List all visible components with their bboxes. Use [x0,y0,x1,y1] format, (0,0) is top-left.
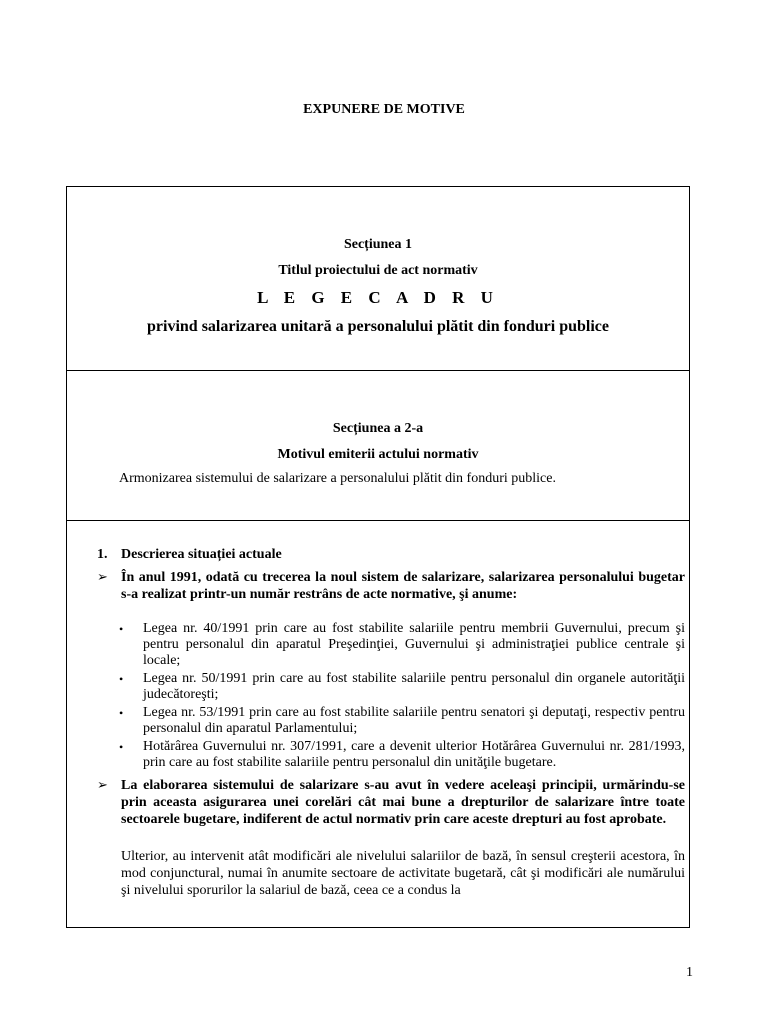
section-1-subheading: Titlul proiectului de act normativ [278,263,478,278]
bullet-icon: • [119,622,124,636]
list-item-text: Legea nr. 50/1991 prin care au fost stabilite salariile pentru personalul din organele autorităţii judecătoreşti; [143,671,685,702]
situation-heading [97,547,685,563]
list-item-text: Legea nr. 53/1991 prin care au fost stabilite salariile pentru senatori şi deputaţi, respectiv pentru personalul din aparatul Parlamentului; [143,705,685,736]
list-item-text: Legea nr. 40/1991 prin care au fost stabilite salariile pentru membrii Guvernului, precum şi pentru personalul din aparatul Preşedinţiei, Guvernului şi administraţiei publice centrale şi locale; [143,621,685,668]
section-2 [67,371,689,521]
section-2-body: Armonizarea sistemului de salarizare a personalului plătit din fonduri publice. [119,471,556,486]
list-item [119,621,685,669]
arrow-bullet-icon: ➢ [97,569,108,584]
motives-table [66,186,690,928]
arrow-bullet-icon: ➢ [97,777,108,792]
bullet-icon: • [119,672,124,686]
list-item [119,671,685,703]
item-number: 1. [97,547,108,562]
laws-list [97,621,685,771]
law-type: L E G E C A D R U [257,288,499,307]
law-title: privind salarizarea unitară a personalului plătit din fonduri publice [147,318,609,335]
page-number: 1 [686,965,693,980]
point-2 [97,777,685,828]
item-title: Descrierea situației actuale [121,547,282,562]
section-3 [67,521,689,929]
list-item [119,739,685,771]
bullet-icon: • [119,706,124,720]
section-1 [67,187,689,371]
section-1-heading: Secțiunea 1 [343,237,413,252]
document-title: EXPUNERE DE MOTIVE [303,102,465,117]
point-1 [97,569,685,603]
paragraph-ulterior: Ulterior, au intervenit atât modificări ale nivelului salariilor de bază, în sensul creşterii acestora, în mod conjunctural, numai în anumite sectoare de activitate bugetară, cât şi modificări ale numărului şi nivelului sporurilor la salariul de bază, ceea ce a condus la [121,849,685,898]
bullet-icon: • [119,740,124,754]
list-item-text: Hotărârea Guvernului nr. 307/1991, care a devenit ulterior Hotărârea Guvernului nr. 281/1993, prin care au fost stabilite salariile pentru personalul din unităţile bugetare. [143,739,685,770]
section-2-heading: Secțiunea a 2-a [332,421,424,436]
point-2-text: La elaborarea sistemului de salarizare s-au avut în vedere aceleaşi principii, urmărindu-se prin aceasta asigurarea unei corelări cât mai bune a drepturilor de salarizare între toate sectoarele bugetare, indiferent de actul normativ prin care aceste drepturi au fost aprobate. [121,778,685,827]
point-1-text: În anul 1991, odată cu trecerea la noul sistem de salarizare, salarizarea personalului bugetar s-a realizat printr-un număr restrâns de acte normative, şi anume: [121,570,685,602]
list-item [119,705,685,737]
section-2-subheading: Motivul emiterii actului normativ [277,447,479,462]
